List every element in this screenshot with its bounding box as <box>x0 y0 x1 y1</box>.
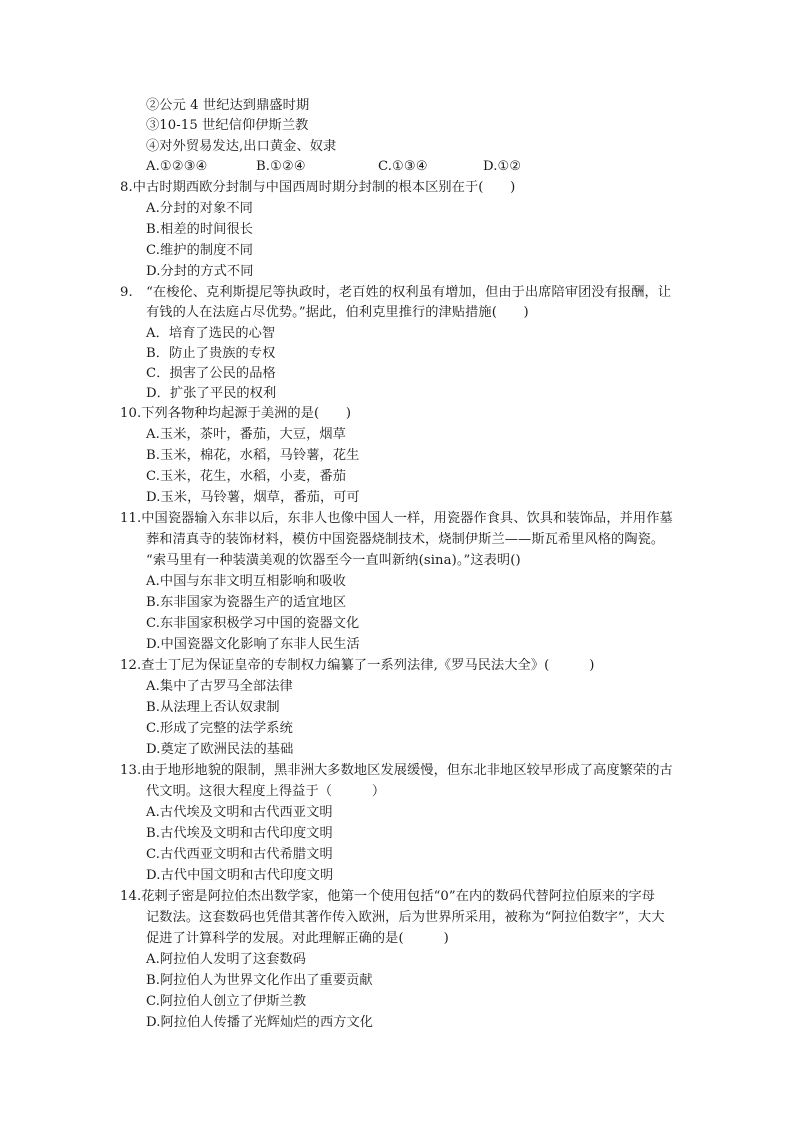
q9-option-b: B．防止了贵族的专权 <box>146 346 276 361</box>
q12-option-a: A.集中了古罗马全部法律 <box>146 679 293 694</box>
q7-choice-b: B.①②④ <box>256 159 306 174</box>
q13-option-c: C.古代西亚文明和古代希腊文明 <box>146 847 333 862</box>
q9-option-a: A．培育了选民的心智 <box>146 326 276 341</box>
q14-stem-line-1: 14.花剌子密是阿拉伯杰出数学家，他第一个使用包括“0”在内的数码代替阿拉伯原来的字母 <box>120 889 656 904</box>
q14-stem-line-3: 促进了计算科学的发展。对此理解正确的是( ) <box>146 931 449 946</box>
q11-option-c: C.东非国家积极学习中国的瓷器文化 <box>146 616 360 631</box>
q8-option-b: B.相差的时间很长 <box>146 222 254 237</box>
q7-choice-c: C.①③④ <box>378 159 428 174</box>
q10-option-a: A.玉米，茶叶，番茄，大豆，烟草 <box>146 427 346 442</box>
q8-stem: 8.中古时期西欧分封制与中国西周时期分封制的根本区别在于( ) <box>120 180 516 195</box>
q11-option-d: D.中国瓷器文化影响了东非人民生活 <box>146 637 360 652</box>
q9-stem-line-1: 9. “在梭伦、克利斯提尼等执政时，老百姓的权利虽有增加，但由于出席陪审团没有报酬，让 <box>120 285 672 300</box>
q7-choices <box>146 157 521 177</box>
q11-option-a: A.中国与东非文明互相影响和吸收 <box>146 574 346 589</box>
q14-option-d: D.阿拉伯人传播了光辉灿烂的西方文化 <box>146 1015 374 1030</box>
q12-option-d: D.奠定了欧洲民法的基础 <box>146 742 294 757</box>
q10-option-d: D.玉米，马铃薯，烟草，番茄，可可 <box>146 490 360 505</box>
q11-stem-line-3: “索马里有一种装潢美观的饮器至今一直叫新纳(sina)。”这表明() <box>146 553 521 568</box>
q11-option-b: B.东非国家为瓷器生产的适宜地区 <box>146 595 347 610</box>
q13-option-d: D.古代中国文明和古代印度文明 <box>146 868 334 883</box>
q8-option-d: D.分封的方式不同 <box>146 264 254 279</box>
q8-option-a: A.分封的对象不同 <box>146 201 253 216</box>
q9-option-d: D．扩张了平民的权利 <box>146 386 277 401</box>
q8-option-c: C.维护的制度不同 <box>146 243 254 258</box>
q12-option-b: B.从法理上否认奴隶制 <box>146 700 280 715</box>
q7-item-2: ②公元 4 世纪达到鼎盛时期 <box>146 98 310 113</box>
q10-option-b: B.玉米，棉花，水稻，马铃薯，花生 <box>146 448 360 463</box>
q7-item-3: ③10-15 世纪信仰伊斯兰教 <box>146 118 309 133</box>
q10-option-c: C.玉米，花生，水稻，小麦，番茄 <box>146 469 347 484</box>
q13-option-b: B.古代埃及文明和古代印度文明 <box>146 826 333 841</box>
q12-option-c: C.形成了完整的法学系统 <box>146 721 293 736</box>
q13-stem-line-1: 13.由于地形地貌的限制，黑非洲大多数地区发展缓慢，但东北非地区较早形成了高度繁荣的古 <box>120 763 673 778</box>
q14-option-c: C.阿拉伯人创立了伊斯兰教 <box>146 994 307 1009</box>
q14-option-a: A.阿拉伯人发明了这套数码 <box>146 952 307 967</box>
q13-option-a: A.古代埃及文明和古代西亚文明 <box>146 805 333 820</box>
q12-stem: 12.查士丁尼为保证皇帝的专制权力编纂了一系列法律,《罗马民法大全》( ) <box>120 658 595 673</box>
q7-choice-a: A.①②③④ <box>146 159 208 174</box>
q9-option-c: C．损害了公民的品格 <box>146 366 276 381</box>
q10-stem: 10.下列各物种均起源于美洲的是( ) <box>120 406 352 421</box>
q9-stem-line-2: 有钱的人在法庭占尽优势。”据此，伯利克里推行的津贴措施( ) <box>146 305 529 320</box>
q14-option-b: B.阿拉伯人为世界文化作出了重要贡献 <box>146 973 373 988</box>
q7-item-4: ④对外贸易发达,出口黄金、奴隶 <box>146 139 337 154</box>
q11-stem-line-2: 葬和清真寺的装饰材料，模仿中国瓷器烧制技术，烧制伊斯兰——斯瓦希里风格的陶瓷。 <box>146 532 665 547</box>
q13-stem-line-2: 代文明。这很大程度上得益于（ ） <box>146 784 386 799</box>
q11-stem-line-1: 11.中国瓷器输入东非以后，东非人也像中国人一样，用瓷器作食具、饮具和装饰品，并用作墓 <box>120 511 673 526</box>
q7-choice-d: D.①② <box>483 159 522 174</box>
q14-stem-line-2: 记数法。这套数码也凭借其著作传入欧洲，后为世界所采用，被称为“阿拉伯数字”，大大 <box>146 910 665 925</box>
